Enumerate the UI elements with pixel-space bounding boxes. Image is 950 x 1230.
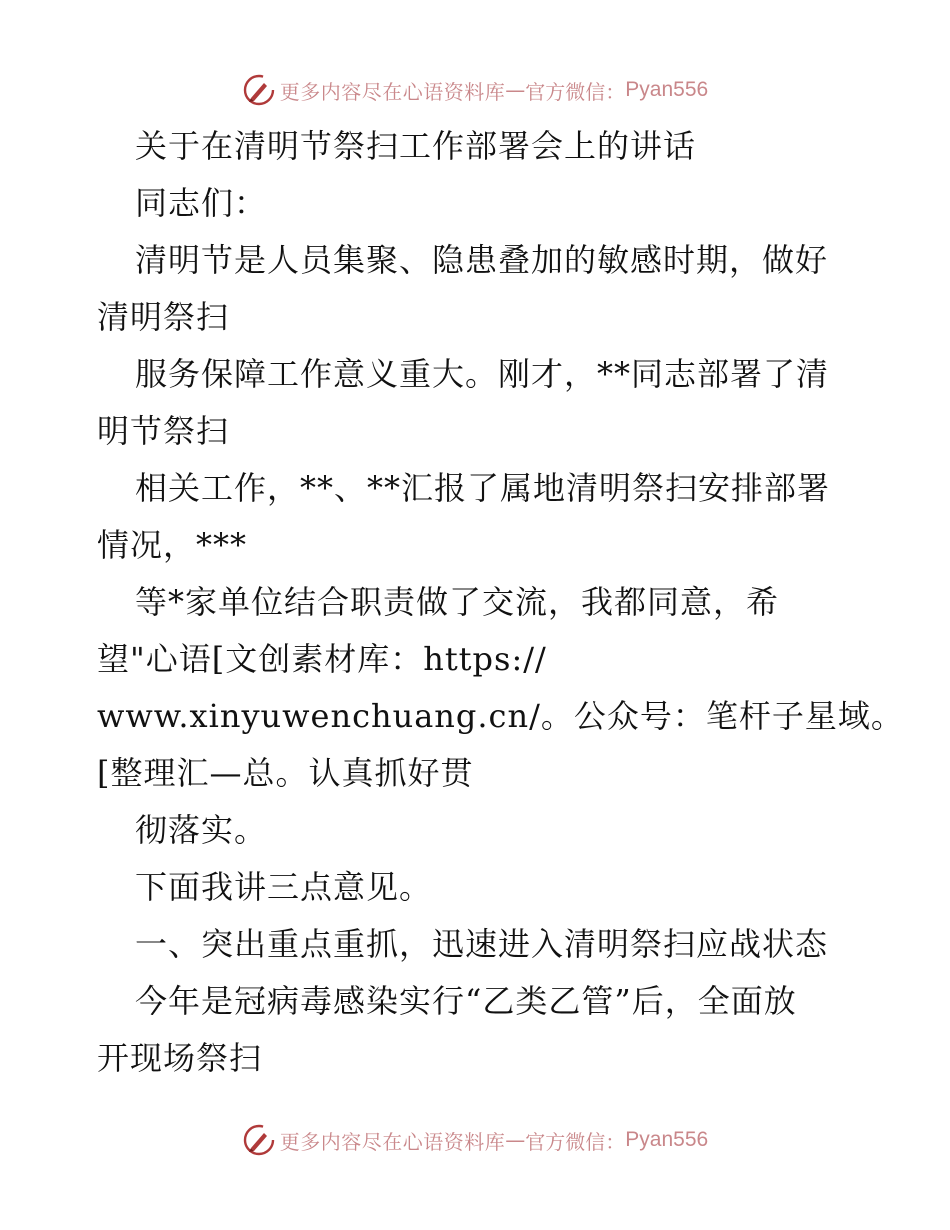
paragraph-line: 情况，*** xyxy=(97,526,248,564)
paragraph-line: 开现场祭扫 xyxy=(97,1039,263,1077)
salutation: 同志们： xyxy=(135,184,268,222)
document-title: 关于在清明节祭扫工作部署会上的讲话 xyxy=(135,127,697,165)
paragraph-line: 下面我讲三点意见。 xyxy=(135,868,433,906)
watermark-wechat-label: 官方微信： xyxy=(525,79,626,104)
document-body xyxy=(97,118,904,1087)
paragraph-line: 望"心语[文创素材库：https:// xyxy=(97,640,547,678)
paragraph-line: 等*家单位结合职责做了交流，我都同意，希 xyxy=(135,583,780,621)
pen-logo-icon xyxy=(242,73,276,107)
pen-logo-icon xyxy=(242,1123,276,1157)
watermark-dash: — xyxy=(505,78,526,102)
watermark-site-text: 更多内容尽在心语资料库 xyxy=(279,79,506,104)
footer-watermark-banner xyxy=(0,1120,950,1160)
paragraph-line: 服务保障工作意义重大。刚才，**同志部署了清 xyxy=(135,355,830,393)
paragraph-line: 相关工作，**、**汇报了属地清明祭扫安排部署 xyxy=(135,469,831,507)
watermark-wechat-id: Pyan556 xyxy=(625,1128,709,1151)
watermark-site-text: 更多内容尽在心语资料库 xyxy=(279,1129,506,1154)
paragraph-line: 清明节是人员集聚、隐患叠加的敏感时期，做好 xyxy=(135,241,829,279)
paragraph-line: 明节祭扫 xyxy=(97,412,230,450)
header-watermark-banner xyxy=(0,70,950,110)
section-heading: 一、突出重点重抓，迅速进入清明祭扫应战状态 xyxy=(135,925,829,963)
watermark-dash: — xyxy=(505,1128,526,1152)
paragraph-line: www.xinyuwenchuang.cn/。公众号：笔杆子星域。 xyxy=(97,697,904,735)
paragraph-line: [整理汇—总。认真抓好贯 xyxy=(97,754,474,792)
watermark-wechat-id: Pyan556 xyxy=(625,78,709,101)
paragraph-line: 今年是冠病毒感染实行“乙类乙管”后，全面放 xyxy=(135,982,797,1020)
watermark-wechat-label: 官方微信： xyxy=(525,1129,626,1154)
paragraph-line: 彻落实。 xyxy=(135,811,268,849)
paragraph-line: 清明祭扫 xyxy=(97,298,230,336)
